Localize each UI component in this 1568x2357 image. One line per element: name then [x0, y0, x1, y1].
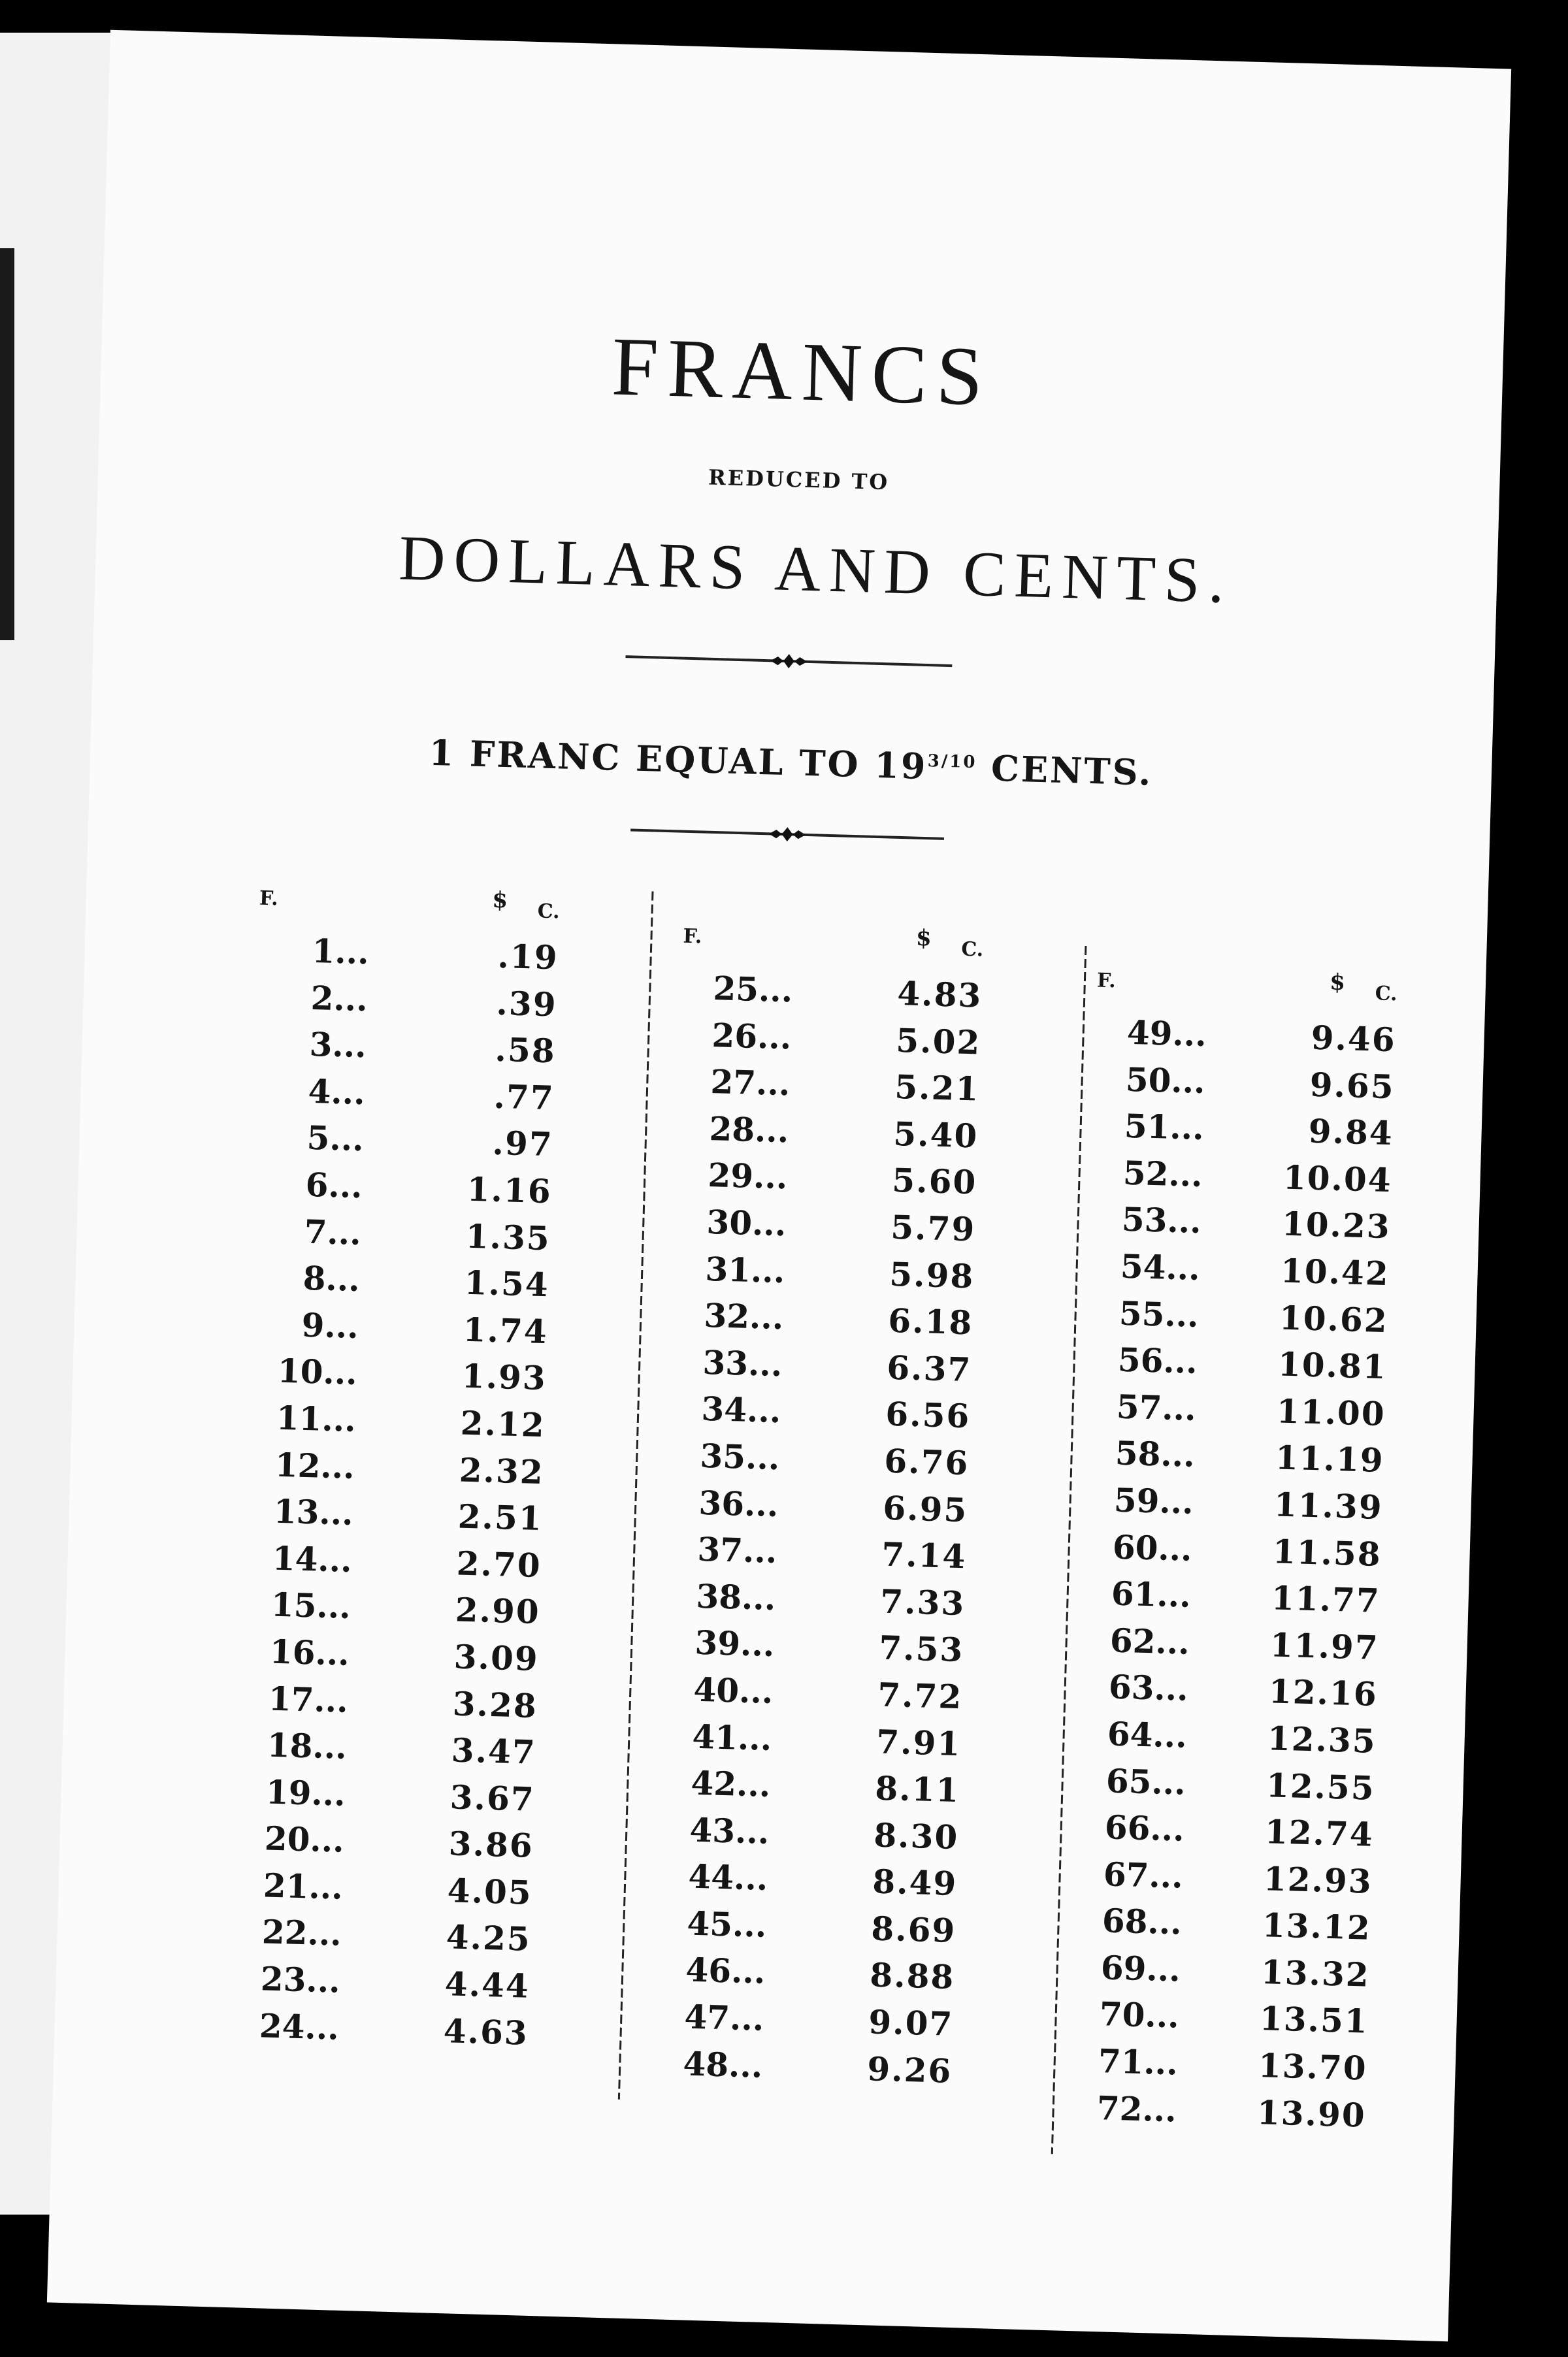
franc-amount: 10...: [277, 1352, 358, 1393]
dollar-value: 13.51: [1259, 1999, 1369, 2041]
binding-shadow: [0, 248, 14, 640]
franc-amount: 23...: [260, 1959, 341, 2000]
franc-amount: 34...: [700, 1390, 782, 1431]
dollar-value: 8.11: [874, 1768, 961, 1810]
franc-amount: 24...: [259, 2006, 340, 2047]
dollar-value: 5.02: [895, 1020, 982, 1062]
franc-amount: 63...: [1108, 1667, 1189, 1709]
franc-amount: 27...: [710, 1062, 791, 1103]
franc-amount: 31...: [704, 1249, 786, 1290]
dollar-value: 11.19: [1275, 1438, 1385, 1480]
dollar-value: 5.98: [889, 1254, 975, 1295]
document-page: [47, 30, 1511, 2342]
dollar-value: 1.54: [464, 1263, 550, 1305]
franc-header: F.: [1096, 969, 1117, 993]
dollar-value: 9.84: [1308, 1111, 1394, 1153]
franc-amount: 60...: [1112, 1527, 1193, 1569]
table-row: [1045, 2083, 1386, 2139]
dollar-value: 2.12: [460, 1403, 546, 1445]
dollar-value: 12.74: [1264, 1812, 1375, 1854]
franc-amount: 29...: [707, 1156, 789, 1197]
rate-fraction: 3/10: [927, 751, 977, 773]
ornament-diamond-icon: [769, 826, 806, 842]
ornament-rule-top: [625, 655, 952, 667]
franc-amount: 33...: [702, 1342, 783, 1384]
franc-amount: 15...: [270, 1585, 351, 1627]
franc-amount: 43...: [689, 1810, 770, 1851]
dollar-value: 12.16: [1268, 1672, 1379, 1714]
dollar-value: 2.90: [455, 1590, 541, 1632]
franc-amount: 5...: [306, 1118, 365, 1159]
conversion-column-1: [208, 880, 580, 2057]
dollar-value: 2.70: [456, 1544, 542, 1585]
dollar-value: 3.28: [452, 1683, 538, 1725]
dollar-value: 2.51: [457, 1497, 544, 1538]
franc-amount: 17...: [268, 1678, 349, 1720]
conversion-rate: [90, 722, 1492, 803]
dollar-value: 13.70: [1258, 2046, 1368, 2088]
franc-amount: 46...: [685, 1950, 766, 1992]
dollar-header: $: [491, 886, 508, 914]
dollar-value: 11.77: [1271, 1578, 1381, 1621]
dollar-value: 10.23: [1281, 1204, 1392, 1246]
franc-amount: 61...: [1111, 1574, 1192, 1615]
franc-amount: 36...: [698, 1483, 779, 1524]
dollar-value: .77: [493, 1077, 555, 1118]
dollar-value: 6.37: [886, 1348, 973, 1390]
conversion-column-3: [1045, 962, 1418, 2139]
dollar-value: 11.00: [1276, 1391, 1386, 1433]
franc-amount: 51...: [1124, 1106, 1205, 1148]
franc-amount: 35...: [699, 1436, 781, 1478]
franc-amount: 30...: [706, 1202, 787, 1244]
dollar-value: 1.74: [463, 1310, 549, 1351]
dollar-value: .97: [491, 1124, 554, 1164]
dollar-value: 9.07: [868, 2002, 955, 2043]
franc-amount: 16...: [269, 1632, 350, 1673]
franc-amount: 53...: [1121, 1200, 1202, 1241]
dollar-value: 6.18: [887, 1301, 974, 1342]
franc-amount: 20...: [264, 1819, 345, 1861]
dollar-value: 8.88: [869, 1955, 956, 1997]
dollar-value: 12.93: [1263, 1859, 1373, 1901]
dollar-value: 8.69: [870, 1909, 957, 1950]
dollar-value: 13.12: [1262, 1906, 1372, 1948]
franc-amount: 37...: [696, 1529, 778, 1571]
dollar-value: 3.47: [451, 1731, 537, 1772]
franc-amount: 18...: [267, 1725, 348, 1766]
dollar-value: 10.62: [1279, 1298, 1389, 1340]
dollar-value: 7.72: [877, 1675, 964, 1717]
dollar-value: 4.25: [446, 1917, 532, 1959]
franc-amount: 28...: [708, 1109, 790, 1150]
franc-amount: 2...: [310, 978, 368, 1018]
franc-amount: 38...: [695, 1576, 777, 1617]
dollar-value: .39: [495, 983, 558, 1024]
dollar-value: 12.35: [1267, 1719, 1377, 1761]
dollar-value: .58: [494, 1030, 557, 1071]
dollar-header: $: [1329, 969, 1346, 996]
franc-amount: 69...: [1100, 1948, 1181, 1989]
franc-amount: 54...: [1120, 1246, 1201, 1288]
dollar-value: 5.21: [894, 1067, 981, 1109]
franc-amount: 67...: [1103, 1854, 1184, 1896]
dollar-header: $: [915, 924, 932, 952]
franc-amount: 52...: [1122, 1153, 1203, 1194]
franc-amount: 62...: [1109, 1621, 1190, 1662]
cents-header: C.: [960, 937, 984, 962]
franc-amount: 56...: [1117, 1340, 1198, 1382]
reduced-to-caption: REDUCED TO: [708, 464, 890, 495]
dollar-value: 6.95: [882, 1488, 969, 1529]
dollar-value: 5.40: [892, 1114, 979, 1156]
franc-amount: 39...: [694, 1623, 776, 1665]
franc-amount: 1...: [311, 931, 370, 972]
franc-amount: 64...: [1107, 1714, 1188, 1755]
table-row: [208, 2001, 549, 2057]
dollar-value: 7.14: [881, 1535, 968, 1576]
dollar-value: 7.33: [879, 1582, 966, 1623]
dollar-value: 8.49: [872, 1862, 958, 1904]
franc-amount: 55...: [1119, 1293, 1200, 1335]
franc-amount: 14...: [272, 1538, 353, 1580]
dollar-value: 12.55: [1266, 1765, 1376, 1808]
franc-amount: 3...: [308, 1025, 367, 1065]
franc-amount: 4...: [307, 1071, 366, 1113]
franc-header: F.: [683, 924, 702, 949]
dollar-value: .19: [497, 936, 559, 977]
dollar-value: 4.83: [896, 973, 983, 1015]
dollar-value: 3.67: [449, 1778, 536, 1819]
dollar-value: 10.81: [1277, 1344, 1388, 1387]
franc-amount: 72...: [1096, 2088, 1177, 2130]
franc-amount: 12...: [274, 1445, 355, 1486]
franc-amount: 68...: [1102, 1901, 1183, 1942]
dollar-value: 4.44: [444, 1964, 531, 2006]
franc-amount: 49...: [1126, 1013, 1207, 1054]
franc-amount: 21...: [263, 1866, 344, 1907]
dollar-value: 6.56: [885, 1395, 972, 1436]
conversion-column-2: [631, 918, 1004, 2095]
franc-amount: 45...: [686, 1904, 768, 1945]
table-row: [631, 2039, 972, 2095]
franc-amount: 41...: [691, 1717, 773, 1758]
dollar-value: 2.32: [459, 1450, 545, 1491]
dollar-value: 11.58: [1272, 1531, 1382, 1574]
dollar-value: 13.32: [1260, 1952, 1371, 1994]
franc-amount: 8...: [302, 1258, 361, 1299]
franc-amount: 25...: [712, 969, 794, 1010]
page-subtitle: DOLLARS AND CENTS.: [398, 523, 1234, 617]
franc-amount: 13...: [273, 1491, 354, 1533]
dollar-value: 5.79: [890, 1207, 977, 1249]
franc-amount: 58...: [1115, 1433, 1196, 1475]
dollar-value: 1.93: [461, 1356, 547, 1398]
franc-amount: 9...: [301, 1305, 359, 1346]
franc-amount: 11...: [276, 1398, 357, 1439]
dollar-value: 9.26: [866, 2049, 953, 2090]
franc-amount: 50...: [1125, 1060, 1206, 1101]
rate-prefix: 1 FRANC EQUAL TO 19: [428, 731, 928, 788]
franc-amount: 70...: [1099, 1994, 1180, 2036]
dollar-value: 9.65: [1309, 1065, 1396, 1106]
dollar-value: 6.76: [883, 1441, 970, 1483]
dollar-value: 9.46: [1311, 1018, 1397, 1060]
franc-amount: 7...: [303, 1212, 362, 1252]
dollar-value: 3.09: [453, 1637, 540, 1678]
franc-amount: 59...: [1113, 1480, 1194, 1521]
franc-amount: 32...: [703, 1296, 785, 1337]
dollar-value: 11.97: [1269, 1625, 1380, 1667]
dollar-value: 11.39: [1273, 1485, 1384, 1527]
dollar-value: 3.86: [448, 1824, 534, 1866]
franc-header: F.: [259, 886, 279, 911]
dollar-value: 13.90: [1256, 2092, 1367, 2135]
franc-amount: 6...: [304, 1165, 363, 1206]
page-title: FRANCS: [610, 319, 994, 423]
franc-amount: 48...: [682, 2044, 764, 2085]
cents-header: C.: [1375, 982, 1398, 1006]
franc-amount: 19...: [265, 1772, 346, 1813]
dollar-value: 10.04: [1282, 1158, 1393, 1199]
dollar-value: 1.35: [465, 1216, 551, 1258]
dollar-value: 7.53: [878, 1628, 965, 1670]
franc-amount: 44...: [687, 1857, 769, 1898]
dollar-value: 5.60: [891, 1161, 978, 1202]
franc-amount: 66...: [1104, 1808, 1185, 1849]
ornament-diamond-icon: [770, 653, 808, 669]
franc-amount: 57...: [1116, 1387, 1197, 1428]
franc-amount: 40...: [693, 1670, 774, 1711]
dollar-value: 4.63: [443, 2011, 529, 2053]
franc-amount: 71...: [1098, 2041, 1179, 2083]
franc-amount: 26...: [711, 1015, 792, 1057]
cents-header: C.: [537, 900, 561, 924]
franc-amount: 42...: [690, 1763, 772, 1805]
dollar-value: 4.05: [447, 1871, 533, 1912]
dollar-value: 8.30: [873, 1815, 960, 1857]
franc-amount: 47...: [683, 1997, 765, 2038]
dollar-value: 10.42: [1280, 1251, 1390, 1293]
franc-amount: 22...: [261, 1912, 342, 1954]
dollar-value: 1.16: [466, 1169, 553, 1211]
franc-amount: 65...: [1105, 1761, 1186, 1802]
dollar-value: 7.91: [875, 1722, 962, 1763]
rate-suffix: CENTS.: [976, 747, 1154, 794]
ornament-rule-bottom: [630, 828, 944, 839]
